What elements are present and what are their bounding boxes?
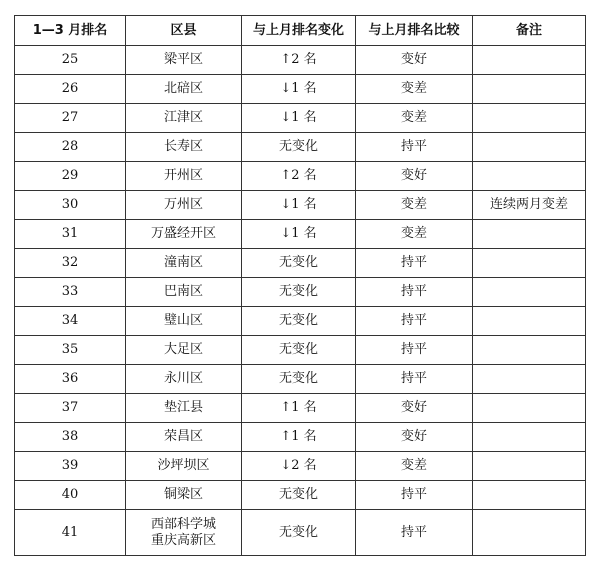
note-cell	[473, 423, 586, 452]
table-row	[15, 46, 586, 75]
table-row	[15, 278, 586, 307]
district-line: 西部科学城	[150, 516, 216, 532]
note-cell	[473, 510, 586, 556]
district-cell: 荣昌区	[126, 423, 242, 452]
change-cell: ↓1 名	[242, 191, 356, 220]
rank-cell: 30	[15, 191, 126, 220]
note-cell	[473, 394, 586, 423]
table-row	[15, 191, 586, 220]
header-compare: 与上月排名比较	[356, 16, 473, 46]
note-cell	[473, 365, 586, 394]
note-cell	[473, 104, 586, 133]
compare-cell: 持平	[356, 278, 473, 307]
change-cell: 无变化	[242, 365, 356, 394]
change-cell: 无变化	[242, 278, 356, 307]
table-row	[15, 307, 586, 336]
district-cell: 万州区	[126, 191, 242, 220]
note-cell	[473, 133, 586, 162]
rank-cell: 29	[15, 162, 126, 191]
district-cell: 垫江县	[126, 394, 242, 423]
district-cell: 北碚区	[126, 75, 242, 104]
note-cell: 连续两月变差	[473, 191, 586, 220]
header-rank: 1—3 月排名	[15, 16, 126, 46]
note-cell	[473, 336, 586, 365]
rank-cell: 31	[15, 220, 126, 249]
compare-cell: 持平	[356, 365, 473, 394]
table-header-row	[15, 16, 586, 46]
table-row	[15, 510, 586, 556]
rank-cell: 40	[15, 481, 126, 510]
compare-cell: 变差	[356, 191, 473, 220]
rank-cell: 35	[15, 336, 126, 365]
rank-cell: 41	[15, 510, 126, 556]
change-cell: 无变化	[242, 307, 356, 336]
compare-cell: 持平	[356, 307, 473, 336]
compare-cell: 持平	[356, 249, 473, 278]
change-cell: ↓1 名	[242, 220, 356, 249]
change-cell: 无变化	[242, 249, 356, 278]
compare-cell: 变好	[356, 46, 473, 75]
rank-cell: 37	[15, 394, 126, 423]
compare-cell: 变好	[356, 394, 473, 423]
change-cell: ↑1 名	[242, 423, 356, 452]
change-cell: ↑2 名	[242, 46, 356, 75]
change-cell: ↑1 名	[242, 394, 356, 423]
district-cell: 长寿区	[126, 133, 242, 162]
table-row	[15, 423, 586, 452]
compare-cell: 变差	[356, 220, 473, 249]
rank-cell: 25	[15, 46, 126, 75]
change-cell: 无变化	[242, 481, 356, 510]
note-cell	[473, 307, 586, 336]
change-cell: 无变化	[242, 133, 356, 162]
compare-cell: 变差	[356, 75, 473, 104]
header-district: 区县	[126, 16, 242, 46]
change-cell: 无变化	[242, 510, 356, 556]
table-row	[15, 249, 586, 278]
change-cell: ↓1 名	[242, 104, 356, 133]
ranking-table-container	[14, 15, 586, 556]
table-row	[15, 162, 586, 191]
district-line: 重庆高新区	[150, 532, 216, 548]
compare-cell: 持平	[356, 336, 473, 365]
compare-cell: 变差	[356, 104, 473, 133]
district-cell: 潼南区	[126, 249, 242, 278]
header-note: 备注	[473, 16, 586, 46]
rank-cell: 38	[15, 423, 126, 452]
compare-cell: 持平	[356, 133, 473, 162]
note-cell	[473, 481, 586, 510]
table-row	[15, 394, 586, 423]
compare-cell: 持平	[356, 510, 473, 556]
change-cell: 无变化	[242, 336, 356, 365]
table-row	[15, 220, 586, 249]
header-change: 与上月排名变化	[242, 16, 356, 46]
note-cell	[473, 452, 586, 481]
note-cell	[473, 249, 586, 278]
district-cell	[126, 510, 242, 556]
compare-cell: 变差	[356, 452, 473, 481]
compare-cell: 变好	[356, 162, 473, 191]
rank-cell: 39	[15, 452, 126, 481]
district-cell: 江津区	[126, 104, 242, 133]
rank-cell: 32	[15, 249, 126, 278]
change-cell: ↓2 名	[242, 452, 356, 481]
district-cell: 开州区	[126, 162, 242, 191]
table-row	[15, 133, 586, 162]
compare-cell: 持平	[356, 481, 473, 510]
rank-cell: 33	[15, 278, 126, 307]
note-cell	[473, 278, 586, 307]
district-cell: 巴南区	[126, 278, 242, 307]
district-cell: 铜梁区	[126, 481, 242, 510]
district-cell: 万盛经开区	[126, 220, 242, 249]
change-cell: ↑2 名	[242, 162, 356, 191]
note-cell	[473, 220, 586, 249]
table-row	[15, 481, 586, 510]
district-cell: 梁平区	[126, 46, 242, 75]
table-row	[15, 104, 586, 133]
rank-cell: 34	[15, 307, 126, 336]
compare-cell: 变好	[356, 423, 473, 452]
rank-cell: 36	[15, 365, 126, 394]
district-cell: 永川区	[126, 365, 242, 394]
table-row	[15, 336, 586, 365]
district-cell: 大足区	[126, 336, 242, 365]
table-row	[15, 452, 586, 481]
rank-cell: 26	[15, 75, 126, 104]
rank-cell: 27	[15, 104, 126, 133]
rank-cell: 28	[15, 133, 126, 162]
table-row	[15, 365, 586, 394]
change-cell: ↓1 名	[242, 75, 356, 104]
note-cell	[473, 162, 586, 191]
table-row	[15, 75, 586, 104]
ranking-table	[14, 15, 586, 556]
district-cell: 沙坪坝区	[126, 452, 242, 481]
district-cell: 璧山区	[126, 307, 242, 336]
note-cell	[473, 46, 586, 75]
note-cell	[473, 75, 586, 104]
